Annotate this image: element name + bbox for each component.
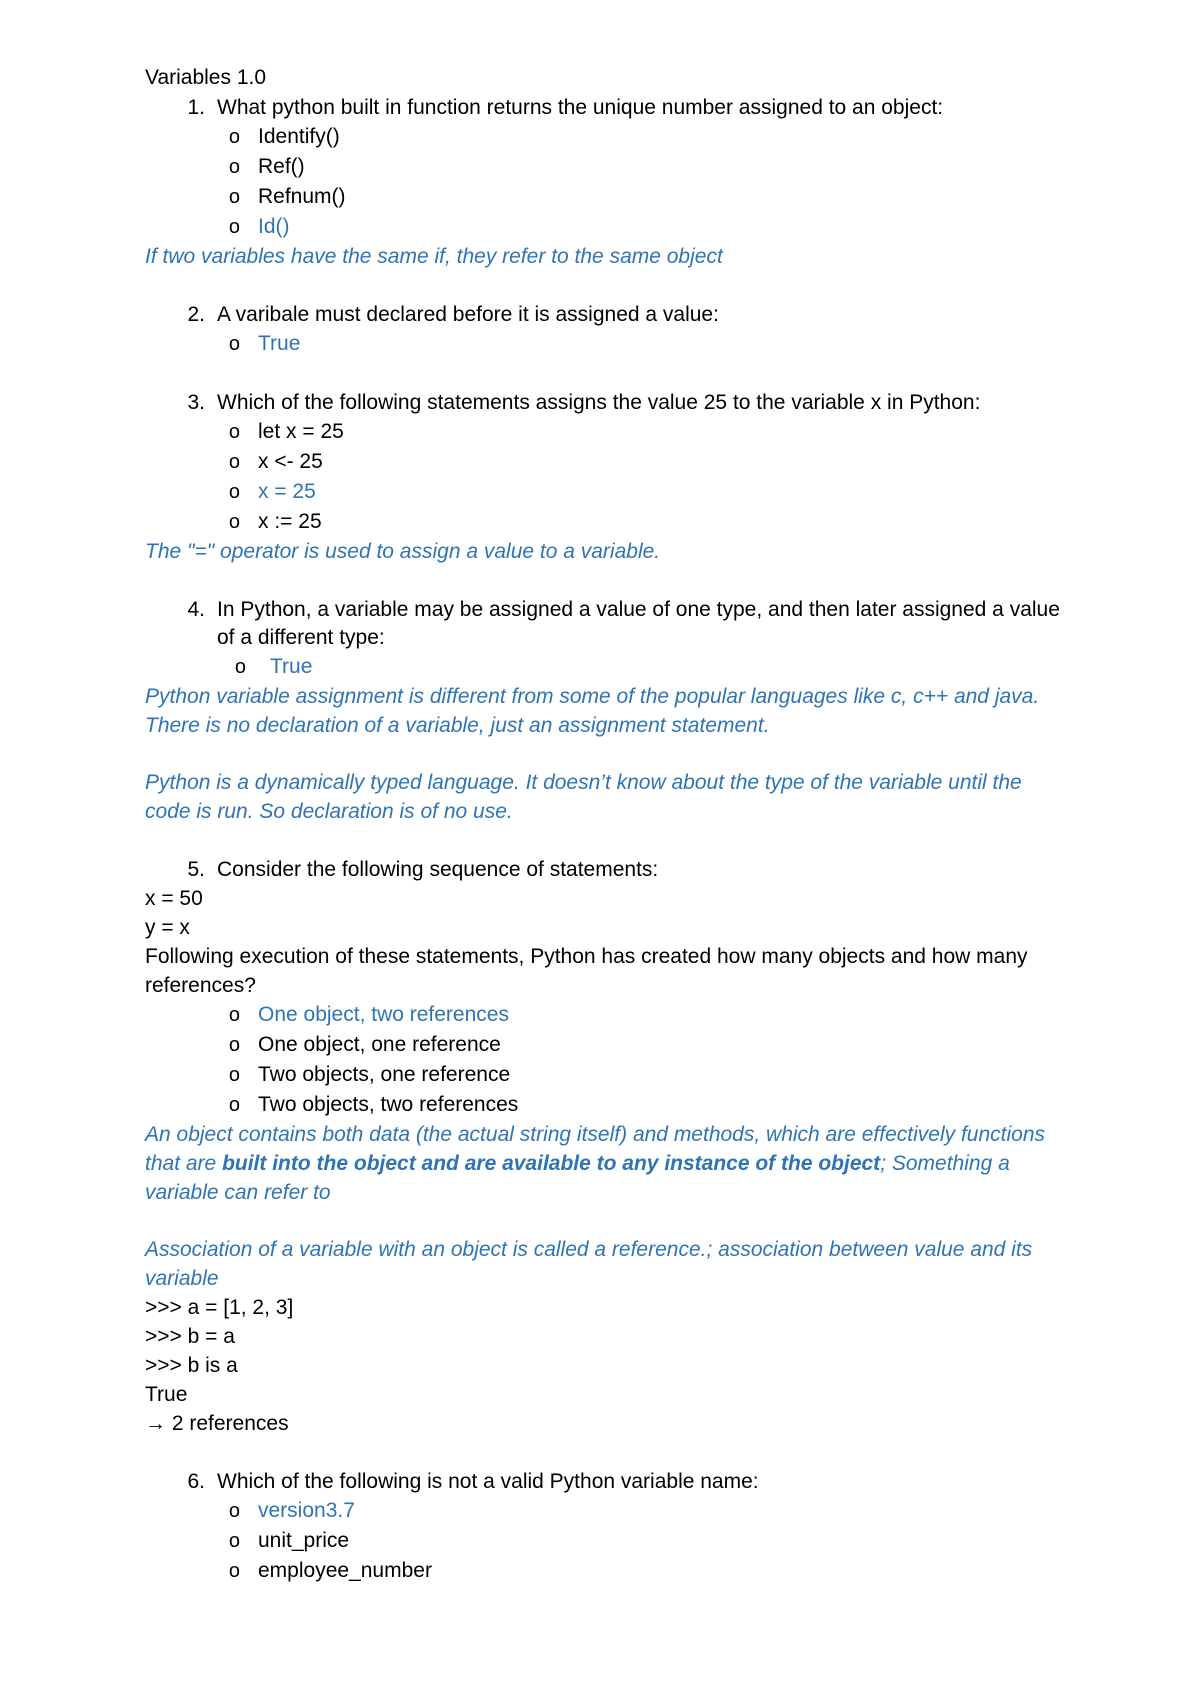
q2-options <box>145 329 1065 359</box>
option <box>145 122 1065 152</box>
note-text: An object contains both data (the actual string itself) and methods, which are effectively functions that are <box>145 1123 1045 1175</box>
question-3 <box>145 389 1065 417</box>
question-number: 5. <box>187 858 205 881</box>
document-body <box>145 64 1065 1586</box>
question-1 <box>145 94 1065 122</box>
option-text: Ref() <box>258 155 305 178</box>
option <box>145 1060 1065 1090</box>
repl-line: >>> b is a <box>145 1354 238 1377</box>
explanation-note: If two variables have the same if, they refer to the same object <box>145 245 723 268</box>
explanation-note <box>145 1120 1065 1207</box>
option <box>145 1556 1065 1586</box>
result-line <box>145 1409 1065 1438</box>
bullet-icon: o <box>228 1094 240 1116</box>
option <box>145 1526 1065 1556</box>
question-2 <box>145 301 1065 329</box>
result-text: 2 references <box>171 1412 289 1435</box>
explanation-note: Python variable assignment is different from some of the popular languages like c, c++ and java. There is no declaration of a variable, just an assignment statement. <box>145 685 1040 737</box>
option-answer <box>145 652 1065 682</box>
option-text: One object, two references <box>258 1003 509 1026</box>
bullet-icon: o <box>228 451 240 473</box>
bullet-icon: o <box>234 656 246 678</box>
question-4 <box>145 596 1065 652</box>
option-answer <box>145 477 1065 507</box>
note-bold-text: built into the object and are available to any instance of the object <box>222 1152 881 1175</box>
question-text: Consider the following sequence of statements: <box>217 858 659 881</box>
code-line: y = x <box>145 916 190 939</box>
option-answer <box>145 329 1065 359</box>
option-text: Refnum() <box>258 185 346 208</box>
question-number: 3. <box>187 391 205 414</box>
bullet-icon: o <box>228 1530 240 1552</box>
option <box>145 417 1065 447</box>
bullet-icon: o <box>228 1034 240 1056</box>
question-text: In Python, a variable may be assigned a value of one type, and then later assigned a value of a different type: <box>217 598 1060 649</box>
option-text: unit_price <box>258 1529 350 1552</box>
question-number: 1. <box>187 96 205 119</box>
code-line: x = 50 <box>145 887 203 910</box>
q3-options <box>145 417 1065 537</box>
doc-title: Variables 1.0 <box>145 66 267 89</box>
bullet-icon: o <box>228 1064 240 1086</box>
question-followup: Following execution of these statements, Python has created how many objects and how many references? <box>145 945 1028 997</box>
question-number: 6. <box>187 1470 205 1493</box>
bullet-icon: o <box>228 511 240 533</box>
bullet-icon: o <box>228 156 240 178</box>
repl-line: >>> b = a <box>145 1325 235 1348</box>
option <box>145 507 1065 537</box>
option-text: x := 25 <box>258 510 322 533</box>
question-5 <box>145 856 1065 884</box>
option <box>145 447 1065 477</box>
question-number: 4. <box>187 598 205 621</box>
arrow-right-icon: → <box>145 1412 166 1435</box>
option-text: Two objects, two references <box>258 1093 519 1116</box>
question-number: 2. <box>187 303 205 326</box>
question-text: Which of the following is not a valid Python variable name: <box>217 1470 759 1493</box>
option-text: Id() <box>258 215 290 238</box>
explanation-note: Association of a variable with an object is called a reference.; association between value and its variable <box>145 1238 1033 1290</box>
option <box>145 1030 1065 1060</box>
note-text: ; Something a variable can refer to <box>145 1152 1010 1204</box>
option-answer <box>145 212 1065 242</box>
bullet-icon: o <box>228 216 240 238</box>
bullet-icon: o <box>228 421 240 443</box>
bullet-icon: o <box>228 1004 240 1026</box>
option-text: let x = 25 <box>258 420 344 443</box>
option-text: Identify() <box>258 125 340 148</box>
question-text: Which of the following statements assigns the value 25 to the variable x in Python: <box>217 391 981 414</box>
question-text: What python built in function returns the unique number assigned to an object: <box>217 96 944 119</box>
repl-output: True <box>145 1383 188 1406</box>
bullet-icon: o <box>228 186 240 208</box>
bullet-icon: o <box>228 481 240 503</box>
option-text: x = 25 <box>258 480 316 503</box>
bullet-icon: o <box>228 1500 240 1522</box>
option <box>145 182 1065 212</box>
bullet-icon: o <box>228 1560 240 1582</box>
option <box>145 152 1065 182</box>
q1-options <box>145 122 1065 242</box>
option <box>145 1090 1065 1120</box>
option-text: One object, one reference <box>258 1033 501 1056</box>
bullet-icon: o <box>228 126 240 148</box>
option-text: x <- 25 <box>258 450 323 473</box>
option-answer <box>145 1496 1065 1526</box>
question-text: A varibale must declared before it is assigned a value: <box>217 303 719 326</box>
q5-options <box>145 1000 1065 1120</box>
explanation-note: The "=" operator is used to assign a value to a variable. <box>145 540 661 563</box>
question-6 <box>145 1468 1065 1496</box>
option-text: Two objects, one reference <box>258 1063 511 1086</box>
option-text: version3.7 <box>258 1499 355 1522</box>
q4-options <box>145 652 1065 682</box>
q6-options <box>145 1496 1065 1586</box>
option-text: employee_number <box>258 1559 432 1582</box>
option-text: True <box>270 655 313 678</box>
bullet-icon: o <box>228 333 240 355</box>
repl-line: >>> a = [1, 2, 3] <box>145 1296 294 1319</box>
option-answer <box>145 1000 1065 1030</box>
option-text: True <box>258 332 301 355</box>
explanation-note: Python is a dynamically typed language. It doesn’t know about the type of the variable until the code is run. So declaration is of no use. <box>145 771 1022 823</box>
